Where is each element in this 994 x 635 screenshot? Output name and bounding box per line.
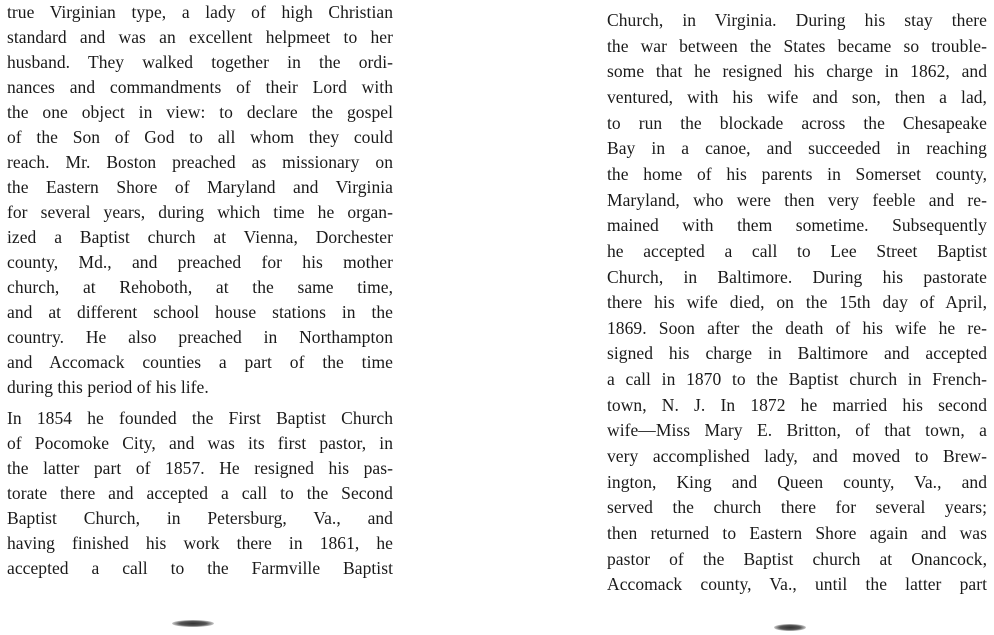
text-line: mained with them sometime. Subsequently bbox=[607, 215, 987, 236]
text-line: Church, in Virginia. During his stay there bbox=[607, 10, 987, 30]
text-line: very accomplished lady, and moved to Brew- bbox=[607, 446, 987, 467]
text-line: of the Son of God to all whom they could bbox=[7, 127, 393, 147]
text-line: torate there and accepted a call to the Second bbox=[7, 483, 393, 503]
text-line: the home of his parents in Somerset county, bbox=[607, 163, 987, 184]
text-line: a call in 1870 to the Baptist church in French- bbox=[607, 369, 987, 390]
text-line: church, at Rehoboth, at the same time, bbox=[7, 277, 393, 297]
text-line: then returned to Eastern Shore again and was bbox=[607, 523, 987, 543]
text-line: pastor of the Baptist church at Onancock, bbox=[607, 548, 987, 569]
text-line: for several years, during which time he organ- bbox=[7, 202, 393, 222]
text-line: Bay in a canoe, and succeeded in reaching bbox=[607, 138, 987, 159]
left-page bbox=[0, 0, 400, 635]
text-line: he accepted a call to Lee Street Baptist bbox=[607, 240, 987, 261]
text-line: husband. They walked together in the ordi- bbox=[7, 52, 393, 72]
text-line: county, Md., and preached for his mother bbox=[7, 252, 393, 272]
ink-smudge bbox=[774, 624, 806, 631]
text-line: during this period of his life. bbox=[7, 377, 209, 397]
text-line: signed his charge in Baltimore and accepted bbox=[607, 343, 987, 364]
text-line: and Accomack counties a part of the time bbox=[7, 352, 393, 372]
text-line: Accomack county, Va., until the latter part bbox=[607, 574, 987, 595]
text-line: the latter part of 1857. He resigned his pas- bbox=[7, 458, 393, 478]
text-line: and at different school house stations in the bbox=[7, 302, 393, 322]
text-line: Church, in Baltimore. During his pastorate bbox=[607, 266, 987, 287]
text-line: 1869. Soon after the death of his wife he re- bbox=[607, 317, 987, 338]
text-line: the war between the States became so trouble- bbox=[607, 35, 987, 56]
text-line: country. He also preached in Northampton bbox=[7, 327, 393, 347]
text-line: the one object in view: to declare the gospel bbox=[7, 102, 393, 122]
text-line: served the church there for several years; bbox=[607, 497, 987, 518]
text-line: ventured, with his wife and son, then a lad, bbox=[607, 86, 987, 107]
text-line: of Pocomoke City, and was its first pastor, in bbox=[7, 433, 393, 453]
text-line: ington, King and Queen county, Va., and bbox=[607, 471, 987, 492]
text-line: In 1854 he founded the First Baptist Church bbox=[7, 408, 393, 428]
text-line: nances and commandments of their Lord with bbox=[7, 77, 393, 97]
text-line: wife—Miss Mary E. Britton, of that town, a bbox=[607, 420, 987, 441]
text-line: accepted a call to the Farmville Baptist bbox=[7, 558, 393, 578]
text-line: Baptist Church, in Petersburg, Va., and bbox=[7, 508, 393, 528]
text-line: true Virginian type, a lady of high Christian bbox=[7, 2, 393, 22]
text-line: ized a Baptist church at Vienna, Dorchester bbox=[7, 227, 393, 247]
ink-smudge bbox=[172, 620, 214, 627]
text-line: Maryland, who were then very feeble and re- bbox=[607, 189, 987, 210]
text-line: the Eastern Shore of Maryland and Virginia bbox=[7, 177, 393, 197]
text-line: to run the blockade across the Chesapeake bbox=[607, 112, 987, 133]
text-line: reach. Mr. Boston preached as missionary on bbox=[7, 152, 393, 172]
right-page bbox=[598, 0, 994, 635]
text-line: town, N. J. In 1872 he married his second bbox=[607, 394, 987, 415]
text-line: some that he resigned his charge in 1862, and bbox=[607, 61, 987, 82]
text-line: standard and was an excellent helpmeet to her bbox=[7, 27, 393, 47]
text-line: there his wife died, on the 15th day of April, bbox=[607, 292, 987, 313]
text-line: having finished his work there in 1861, he bbox=[7, 533, 393, 553]
